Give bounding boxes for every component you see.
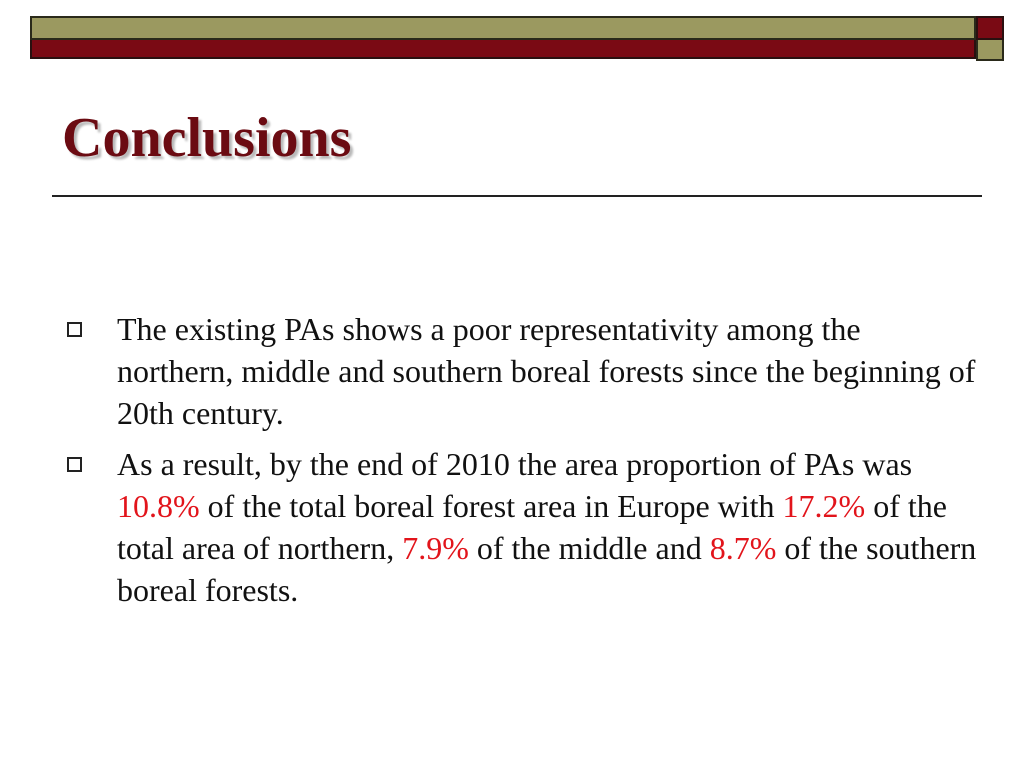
bullet-text-part: of the middle and [468, 530, 710, 566]
bullet-list [62, 308, 982, 620]
bullet-item-1 [62, 308, 982, 434]
header-red-bar [30, 40, 976, 59]
bullet-item-2 [62, 443, 982, 611]
hollow-square-bullet-icon [67, 322, 82, 337]
title-divider [52, 195, 982, 197]
highlight-value: 10.8% [117, 488, 200, 524]
header-red-square [976, 16, 1004, 40]
highlight-value: 17.2% [782, 488, 866, 524]
slide-title: Conclusions [62, 107, 352, 169]
header-olive-bar [30, 16, 976, 40]
header-olive-square [976, 40, 1004, 61]
highlight-value: 7.9% [402, 530, 469, 566]
bullet-text-part: of the total area of northern, [117, 488, 947, 566]
bullet-text-part: of the southern boreal forests. [117, 530, 977, 608]
bullet-text-part: As a result, by the end of 2010 the area proportion of PAs was [117, 446, 913, 482]
bullet-text: The existing PAs shows a poor representativity among the northern, middle and southern boreal forests since the beginning of 20th century. [117, 311, 976, 431]
highlight-value: 8.7% [709, 530, 777, 566]
bullet-text-part: of the total boreal forest area in Europe with [199, 488, 783, 524]
hollow-square-bullet-icon [67, 457, 82, 472]
